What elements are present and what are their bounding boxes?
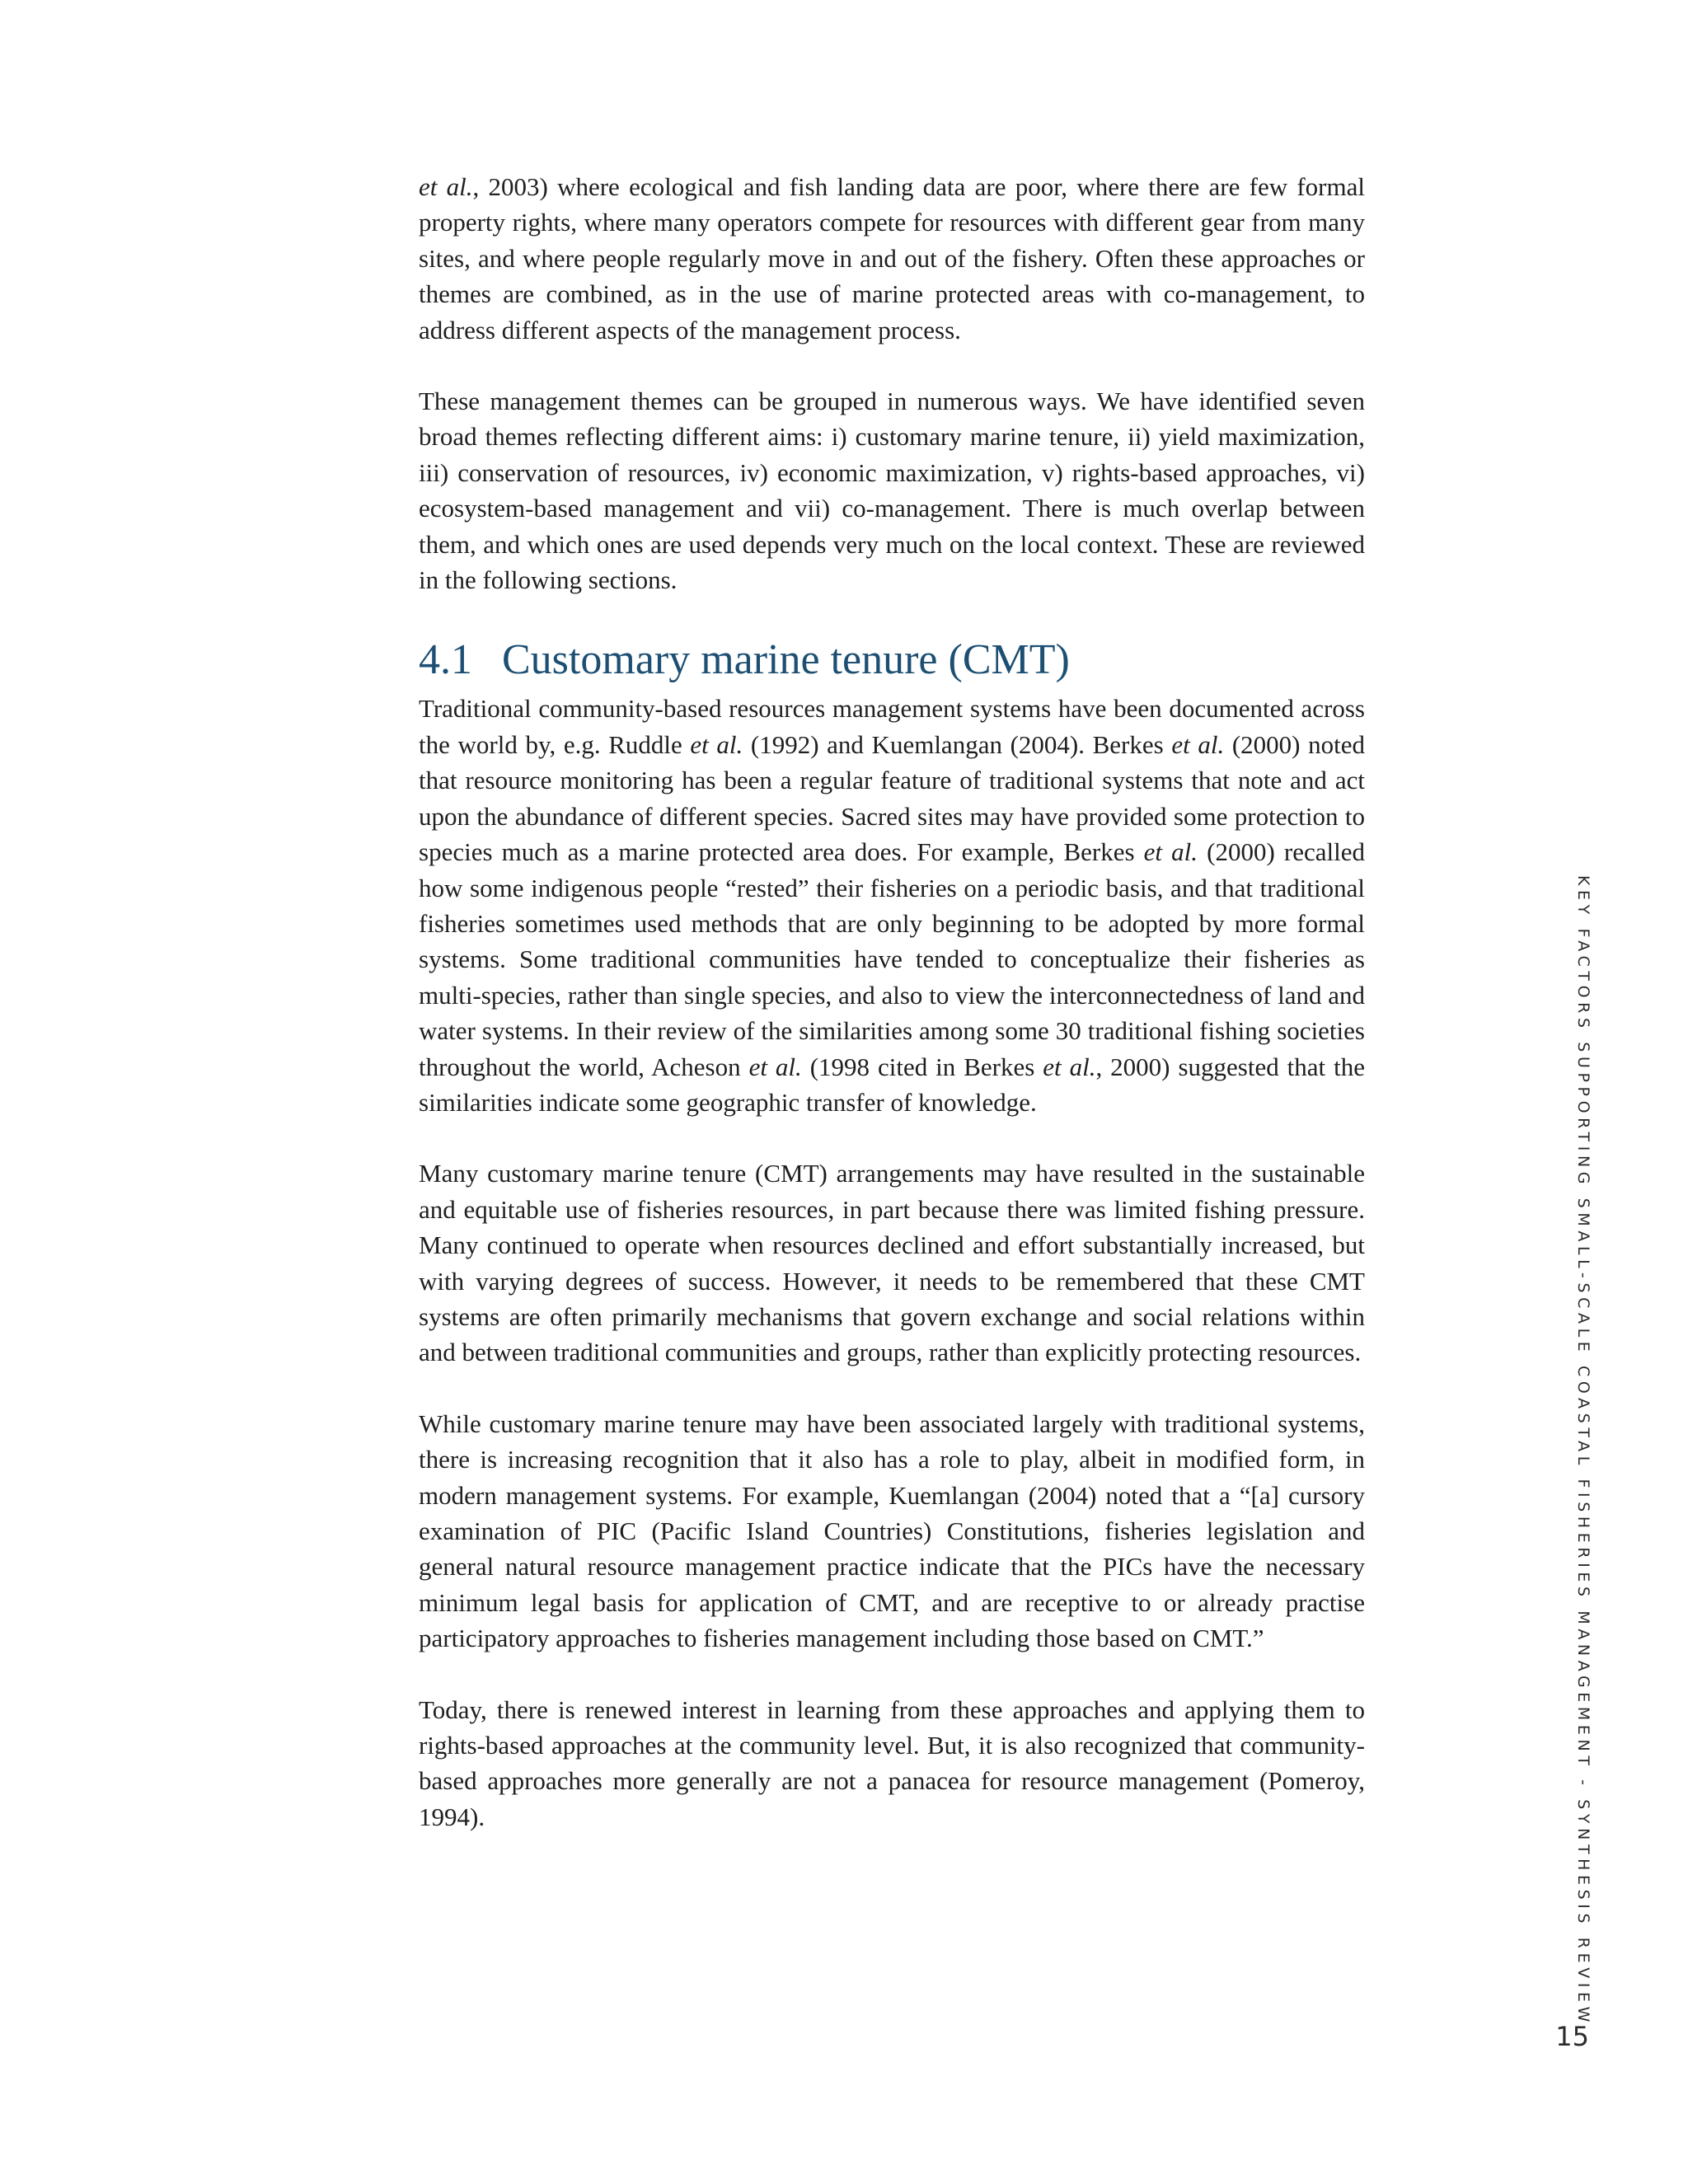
- paragraph: et al., 2003) where ecological and fish landing data are poor, where there are few formal property rights, where many operators compete for resources with different gear from many sites, and where people regularly move in and out of the fishery. Often these approaches or themes are combined, as in the use of marine protected areas with co-management, to address different aspects of the management process.: [419, 172, 1365, 344]
- running-title: KEY FACTORS SUPPORTING SMALL-SCALE COASTAL FISHERIES MANAGEMENT - SYNTHESIS REVIEW: [1574, 875, 1592, 2027]
- main-text-column: [419, 169, 1365, 1870]
- paragraph: Many customary marine tenure (CMT) arrangements may have resulted in the sustainable and equitable use of fisheries resources, in part because there was limited fishing pressure. Many continued to operate when resources declined and effort substantially increased, but with varying degrees of success. However, it needs to be remembered that these CMT systems are often primarily mechanisms that govern exchange and social relations within and between traditional communities and groups, rather than explicitly protecting resources.: [419, 1159, 1365, 1367]
- section-title: Customary marine tenure (CMT): [502, 636, 1070, 684]
- section-number: 4.1: [419, 636, 472, 684]
- paragraph: While customary marine tenure may have been associated largely with traditional systems, there is increasing recognition that it also has a role to play, albeit in modified form, in modern management systems. For example, Kuemlangan (2004) noted that a “[a] cursory examination of PIC (Pacific Island Countries) Constitutions, fisheries legislation and general natural resource management practice indicate that the PICs have the necessary minimum legal basis for application of CMT, and are receptive to or already practise participatory approaches to fisheries management including those based on CMT.”: [419, 1408, 1365, 1653]
- paragraph: Traditional community-based resources management systems have been documented across the world by, e.g. Ruddle et al. (1992) and Kuemlangan (2004). Berkes et al. (2000) noted that resource monitoring has been a regular feature of traditional systems that note and act upon the abundance of different species. Sacred sites may have provided some protection to species much as a marine protected area does. For example, Berkes et al. (2000) recalled how some indigenous people “rested” their fisheries on a periodic basis, and that traditional fisheries sometimes used methods that are only beginning to be adopted by more formal systems. Some traditional communities have tended to conceptualize their fisheries as multi-species, rather than single species, and also to view the interconnectedness of land and water systems. In their review of the similarities among some 30 traditional fishing societies throughout the world, Acheson et al. (1998 cited in Berkes et al., 2000) suggested that the similarities indicate some geographic transfer of knowledge.: [419, 694, 1365, 1117]
- paragraph: Today, there is renewed interest in learning from these approaches and applying them to rights-based approaches at the community level. But, it is also recognized that community-based approaches more generally are not a panacea for resource management (Pomeroy, 1994).: [419, 1694, 1365, 1831]
- paragraph: These management themes can be grouped in numerous ways. We have identified seven broad themes reflecting different aims: i) customary marine tenure, ii) yield maximization, iii) conservation of resources, iv) economic maximization, v) rights-based approaches, vi) ecosystem-based management and vii) co-management. There is much overlap between them, and which ones are used depends very much on the local context. These are reviewed in the following sections.: [419, 387, 1365, 595]
- page-number: 15: [1555, 2021, 1589, 2052]
- section-heading: [419, 633, 1365, 687]
